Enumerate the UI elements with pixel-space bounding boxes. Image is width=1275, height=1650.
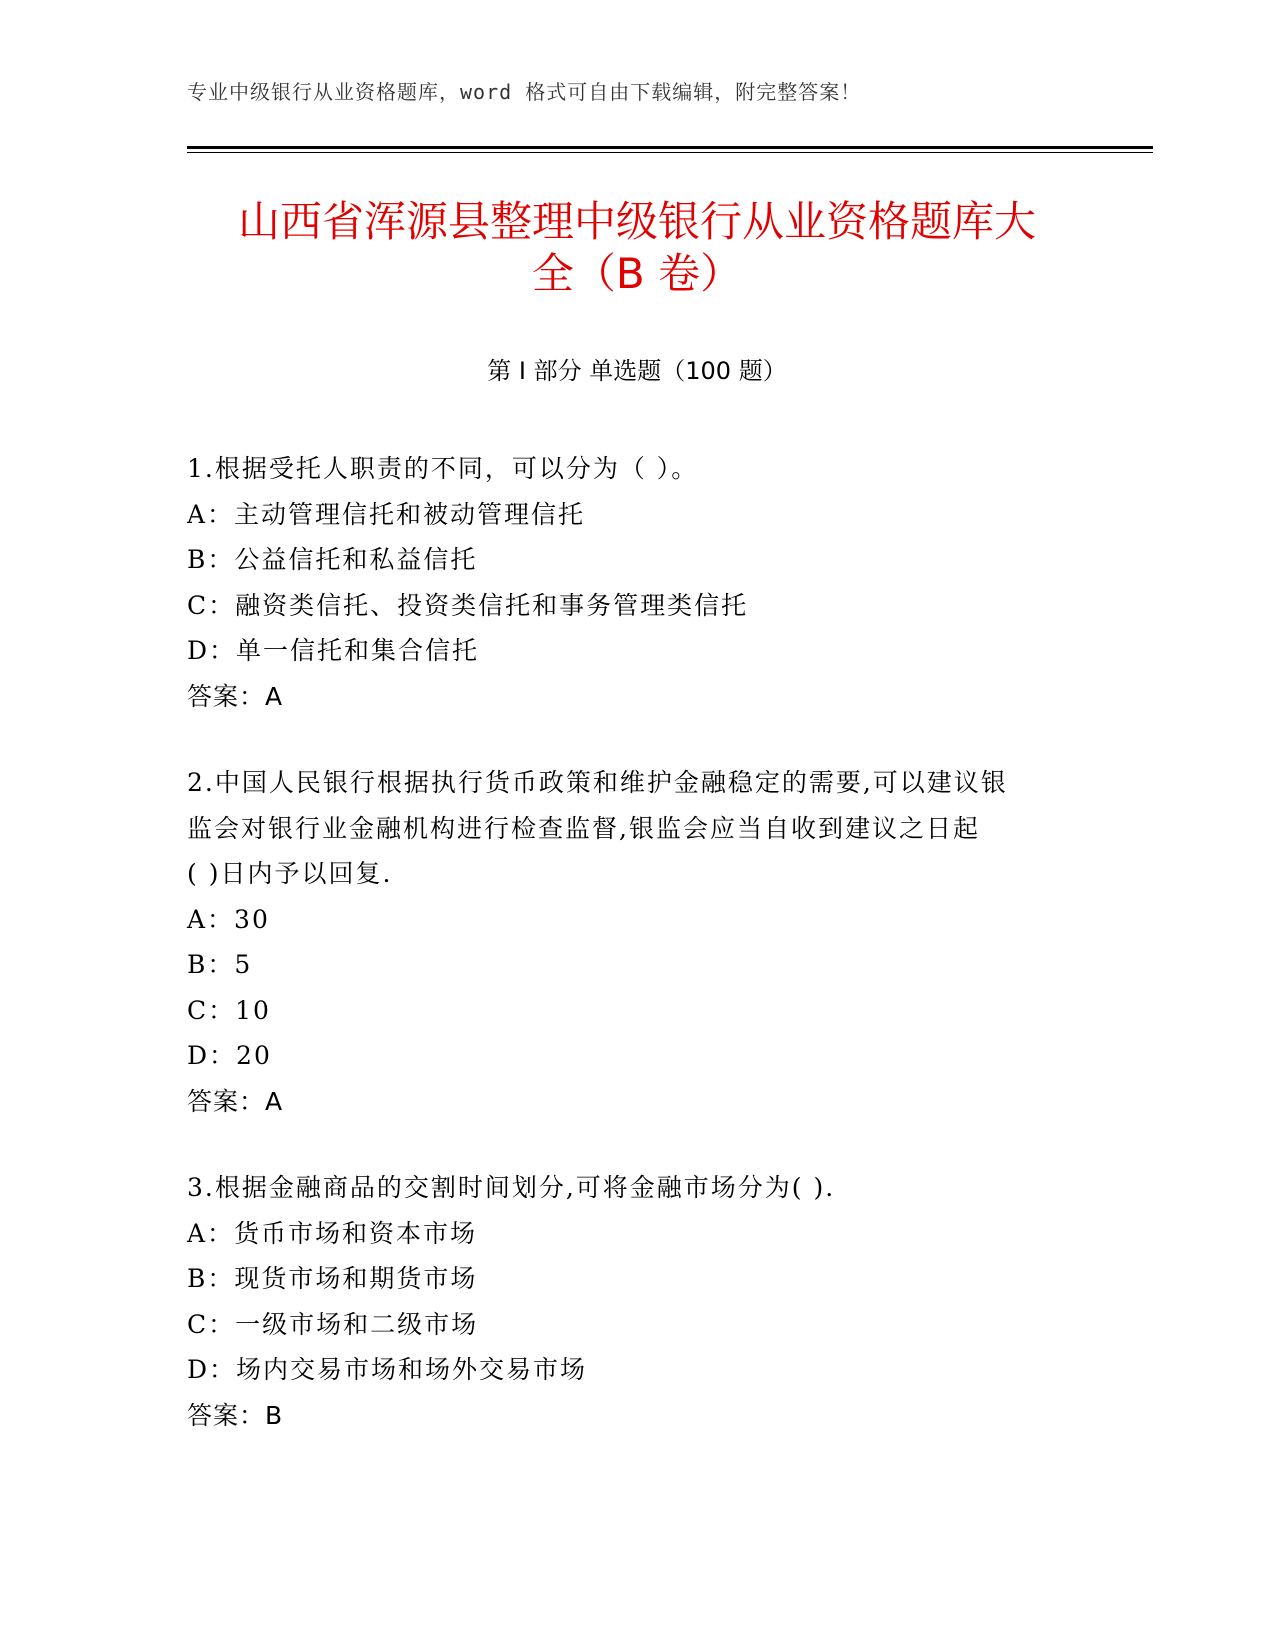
document-title-line-1: 山西省浑源县整理中级银行从业资格题库大	[237, 197, 1036, 246]
option-d: D：场内交易市场和场外交易市场	[187, 1355, 588, 1384]
option-b: B：现货市场和期货市场	[187, 1264, 478, 1293]
option-b: B：5	[187, 950, 253, 979]
question-stem	[187, 760, 1087, 897]
stem-line: ( )日内予以回复.	[187, 859, 393, 888]
question-stem	[187, 446, 1087, 492]
option-a: A：30	[187, 904, 270, 934]
header-rule-thick	[187, 146, 1153, 149]
option-b: B：公益信托和私益信托	[187, 545, 478, 574]
answer-line: 答案：A	[187, 1086, 284, 1116]
header-note: 专业中级银行从业资格题库，word 格式可自由下载编辑，附完整答案！	[187, 80, 862, 104]
question-stem	[187, 1165, 1087, 1211]
option-c: C：融资类信托、投资类信托和事务管理类信托	[187, 590, 749, 620]
answer-line: 答案：B	[187, 1400, 284, 1430]
question-1	[187, 446, 1087, 719]
option-d: D：20	[187, 1041, 272, 1070]
question-2	[187, 760, 1087, 1124]
answer-line: 答案：A	[187, 681, 284, 711]
question-3	[187, 1165, 1087, 1438]
section-heading: 第 I 部分 单选题（100 题）	[487, 357, 787, 385]
option-d: D：单一信托和集合信托	[187, 636, 480, 665]
option-c: C：一级市场和二级市场	[187, 1309, 479, 1339]
question-list	[187, 446, 1087, 1479]
option-c: C：10	[187, 995, 271, 1025]
option-a: A：主动管理信托和被动管理信托	[187, 499, 586, 529]
stem-line: 2.中国人民银行根据执行货币政策和维护金融稳定的需要,可以建议银	[187, 768, 1008, 797]
stem-line: 3.根据金融商品的交割时间划分,可将金融市场分为( ).	[187, 1173, 836, 1202]
stem-line: 1.根据受托人职责的不同，可以分为（ ）。	[187, 454, 699, 483]
option-a: A：货币市场和资本市场	[187, 1218, 478, 1248]
document-title	[187, 196, 1087, 300]
document-title-line-2: 全（B 卷）	[531, 249, 743, 298]
stem-line: 监会对银行业金融机构进行检查监督,银监会应当自收到建议之日起	[187, 813, 980, 843]
header-rule-thin	[187, 152, 1153, 153]
